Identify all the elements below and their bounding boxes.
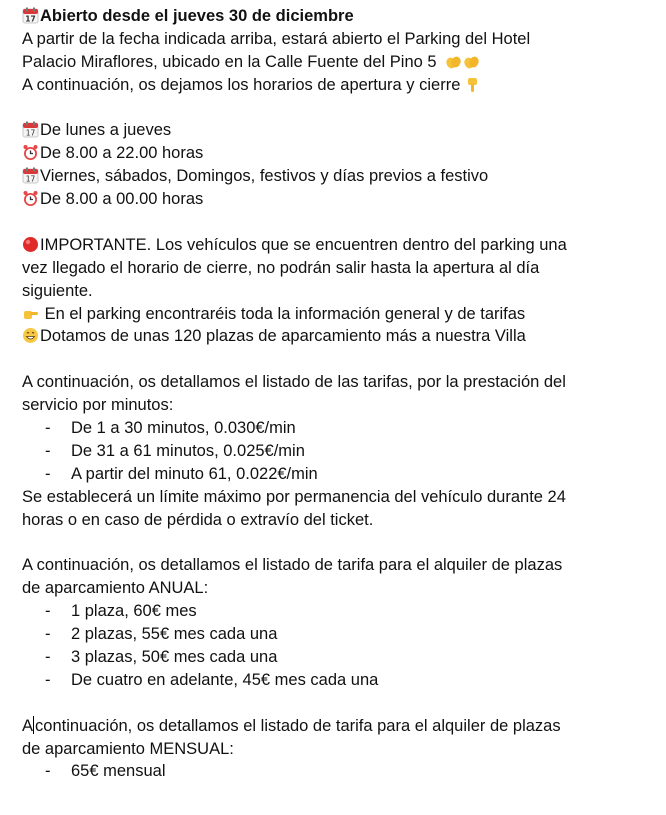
list-item [22, 600, 666, 623]
list-item [22, 760, 666, 783]
intro-line-3 [22, 74, 666, 97]
monthly-rate-1: 65€ mensual [71, 762, 166, 781]
list-item [22, 669, 666, 692]
document-title: Abierto desde el jueves 30 de diciembre [40, 7, 354, 25]
list-dash: - [45, 670, 51, 689]
schedule-weekend-hours [22, 188, 666, 211]
minute-rate-1: De 1 a 30 minutos, 0.030€/min [71, 419, 296, 438]
list-item [22, 463, 666, 486]
important-line-2: vez llegado el horario de cierre, no podrán salir hasta la apertura al día [22, 258, 540, 277]
blank-line [22, 692, 666, 715]
monthly-intro-1-b: continuación, os detallamos el listado de tarifa para el alquiler de plazas [35, 716, 561, 735]
calendar-icon [22, 121, 39, 138]
schedule-weekend-hours-text: De 8.00 a 00.00 horas [40, 190, 204, 209]
list-dash: - [45, 602, 51, 621]
minutes-intro-2: servicio por minutos: [22, 396, 174, 415]
monthly-intro-2: de aparcamiento MENSUAL: [22, 739, 234, 758]
title-line [22, 5, 666, 28]
svg-text:17: 17 [25, 129, 36, 139]
blank-line [22, 97, 666, 120]
important-line-1 [22, 234, 666, 257]
list-dash: - [45, 419, 51, 438]
limit-line-2: horas o en caso de pérdida o extravío del ticket. [22, 510, 374, 529]
info-line [22, 303, 666, 326]
alarm-clock-icon [22, 144, 39, 161]
annual-intro-2: de aparcamiento ANUAL: [22, 579, 209, 598]
annual-intro-1: A continuación, os detallamos el listado de tarifa para el alquiler de plazas [22, 556, 563, 575]
clapping-hands-icon [463, 53, 480, 70]
annual-rate-3: 3 plazas, 50€ mes cada una [71, 647, 278, 666]
blank-line [22, 348, 666, 371]
plazas-line-text: Dotamos de unas 120 plazas de aparcamiento más a nuestra Villa [40, 327, 526, 346]
schedule-weekdays [22, 119, 666, 142]
annual-rate-1: 1 plaza, 60€ mes [71, 602, 197, 621]
schedule-weekend-label: Viernes, sábados, Domingos, festivos y días previos a festivo [40, 167, 489, 186]
annual-rate-4: De cuatro en adelante, 45€ mes cada una [71, 670, 379, 689]
limit-line-1: Se establecerá un límite máximo por permanencia del vehículo durante 24 [22, 487, 566, 506]
minutes-intro-1: A continuación, os detallamos el listado de las tarifas, por la prestación del [22, 373, 566, 392]
schedule-weekend [22, 165, 666, 188]
alarm-clock-icon [22, 190, 39, 207]
text-cursor [33, 716, 34, 734]
list-item [22, 440, 666, 463]
info-line-text: En el parking encontraréis toda la información general y de tarifas [40, 304, 526, 323]
important-line-1-text: IMPORTANTE. Los vehículos que se encuentren dentro del parking una [40, 235, 567, 254]
list-dash: - [45, 441, 51, 460]
intro-line-2-text: Palacio Miraflores, ubicado en la Calle Fuente del Pino 5 [22, 52, 437, 71]
pointing-right-icon [22, 305, 39, 322]
list-dash: - [45, 625, 51, 644]
list-dash: - [45, 762, 51, 781]
monthly-intro-1[interactable] [22, 715, 666, 738]
list-dash: - [45, 647, 51, 666]
plazas-line [22, 325, 666, 348]
blank-line [22, 531, 666, 554]
calendar-icon [22, 7, 39, 24]
intro-line-2 [22, 51, 666, 74]
svg-text:17: 17 [25, 174, 36, 184]
clapping-hands-icon [445, 53, 462, 70]
intro-line-3-text: A continuación, os dejamos los horarios de apertura y cierre [22, 75, 461, 94]
red-circle-icon [22, 236, 39, 253]
svg-text:17: 17 [25, 14, 36, 24]
schedule-weekdays-hours [22, 142, 666, 165]
list-item [22, 646, 666, 669]
minute-rate-3: A partir del minuto 61, 0.022€/min [71, 464, 318, 483]
monthly-intro-1-a: A [22, 716, 34, 735]
pointing-down-icon [465, 76, 482, 93]
intro-line-1: A partir de la fecha indicada arriba, estará abierto el Parking del Hotel [22, 29, 531, 48]
blank-line [22, 211, 666, 234]
important-line-3: siguiente. [22, 281, 93, 300]
schedule-weekdays-label: De lunes a jueves [40, 121, 172, 140]
schedule-weekdays-hours-text: De 8.00 a 22.00 horas [40, 144, 204, 163]
list-item [22, 417, 666, 440]
calendar-icon [22, 167, 39, 184]
minute-rate-2: De 31 a 61 minutos, 0.025€/min [71, 441, 305, 460]
list-item [22, 623, 666, 646]
list-dash: - [45, 464, 51, 483]
grinning-face-icon [22, 327, 39, 344]
annual-rate-2: 2 plazas, 55€ mes cada una [71, 625, 278, 644]
